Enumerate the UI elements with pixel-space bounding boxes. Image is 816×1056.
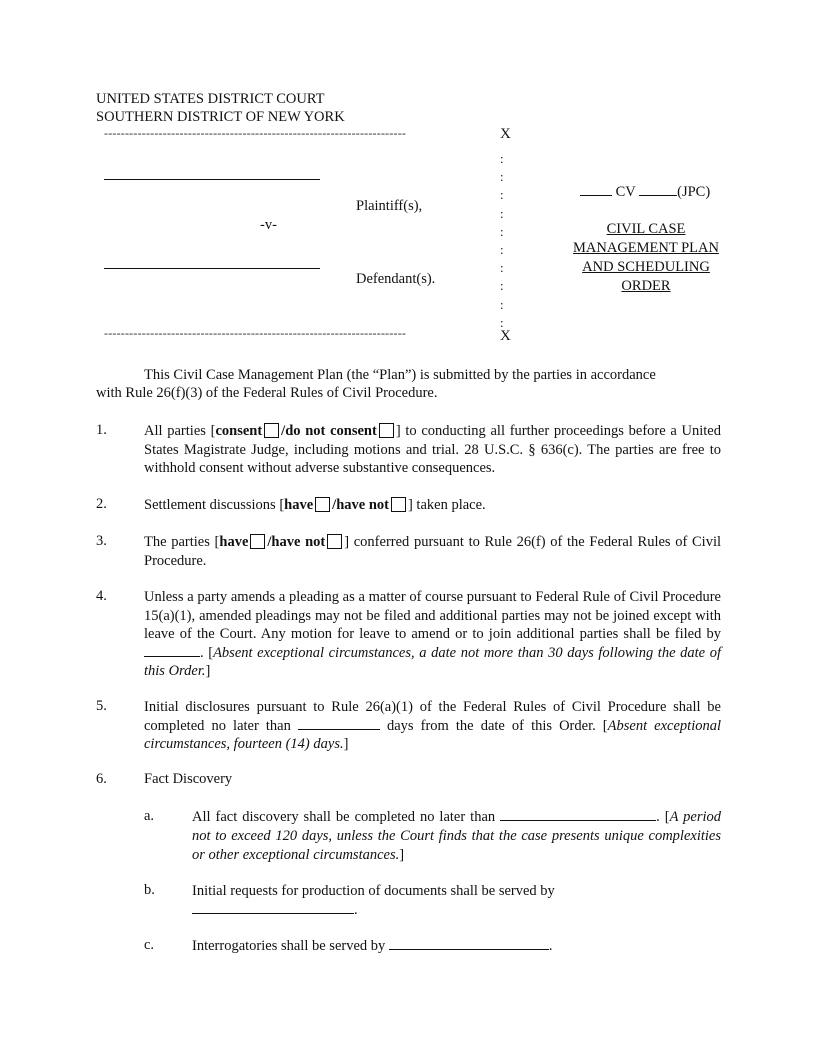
conferred-havenot-checkbox[interactable] [327, 534, 342, 549]
conferred-have-label: have [219, 534, 249, 550]
not-consent-checkbox[interactable] [379, 423, 394, 438]
fact-discovery-deadline-blank[interactable] [500, 808, 656, 821]
conferred-havenot-label: /have not [267, 534, 326, 550]
versus-label: -v- [260, 217, 277, 233]
plaintiff-label: Plaintiff(s), [356, 198, 423, 214]
caption-bottom-dashes: ------------------------------------------------------------------------ [104, 326, 407, 340]
settlement-have-label: have [284, 497, 314, 513]
conferred-have-checkbox[interactable] [250, 534, 265, 549]
document-requests-deadline-blank[interactable] [192, 901, 354, 914]
consent-checkbox[interactable] [264, 423, 279, 438]
item-2-text: Settlement discussions [have /have not ] taken place. [144, 497, 486, 513]
item-6c-text: Interrogatories shall be served by . [192, 938, 553, 954]
interrogatories-deadline-blank[interactable] [389, 937, 549, 950]
intro-line-1: This Civil Case Management Plan (the “Plan”) is submitted by the parties in accordance [144, 367, 656, 383]
fact-discovery-heading: Fact Discovery [144, 771, 233, 787]
case-number-blank[interactable] [639, 183, 677, 196]
item-1-text: All parties [consent /do not consent ] to conducting all further proceedings before a United States Magistrate Judge, including motions and trial. 28 U.S.C. § 636(c). The parties are free to withhold consent without adverse substantive consequences. [144, 423, 721, 476]
defendant-name-line[interactable] [104, 268, 320, 269]
caption-top-dashes: ------------------------------------------------------------------------ [104, 126, 407, 140]
caption-colon-column: : : : : : : : : : : [500, 151, 504, 330]
court-line-1: UNITED STATES DISTRICT COURT [96, 91, 325, 107]
item-5-number: 5. [96, 698, 107, 714]
item-3-text: The parties [have /have not ] conferred pursuant to Rule 26(f) of the Federal Rules of Civil Procedure. [144, 534, 722, 569]
settlement-havenot-checkbox[interactable] [391, 497, 406, 512]
title-line-1: CIVIL CASE [606, 221, 686, 237]
item-1-number: 1. [96, 422, 107, 438]
amend-deadline-blank[interactable] [144, 644, 200, 657]
not-consent-label: /do not consent [281, 423, 377, 439]
consent-label: consent [215, 423, 263, 439]
item-6a-guidance: A period not to exceed 120 days, unless the Court finds that the case presents unique complexities or other exceptional circumstances. [192, 809, 721, 863]
item-2-number: 2. [96, 496, 107, 512]
item-3-number: 3. [96, 533, 107, 549]
court-name [96, 90, 345, 126]
item-6b-label: b. [144, 882, 155, 898]
case-jpc-label: (JPC) [677, 184, 711, 200]
caption-bottom-x: X [500, 328, 511, 344]
item-6a-label: a. [144, 808, 155, 824]
item-5-text: Initial disclosures pursuant to Rule 26(a)(1) of the Federal Rules of Civil Procedure shall be completed no later than days from the date of this Order. [Absent exceptional circumstances, fourteen (14) days.] [144, 699, 722, 752]
case-cv-label: CV [615, 184, 636, 200]
title-line-2: MANAGEMENT PLAN [573, 240, 719, 256]
title-line-4: ORDER [621, 278, 671, 294]
item-5-guidance: Absent exceptional circumstances, fourteen (14) days. [144, 717, 722, 752]
plaintiff-name-line[interactable] [104, 179, 320, 180]
item-6c-label: c. [144, 937, 155, 953]
caption-top-x: X [500, 126, 511, 142]
settlement-have-checkbox[interactable] [315, 497, 330, 512]
title-line-3: AND SCHEDULING [582, 259, 710, 275]
intro-line-2: with Rule 26(f)(3) of the Federal Rules of Civil Procedure. [96, 385, 438, 401]
settlement-havenot-label: /have not [332, 497, 389, 513]
case-year-blank[interactable] [580, 183, 612, 196]
item-6b-text: Initial requests for production of documents shall be served by . [192, 883, 555, 918]
item-6a-text: All fact discovery shall be completed no later than . [A period not to exceed 120 days, unless the Court finds that the case presents unique complexities or other exceptional circumstances.] [192, 809, 721, 863]
document-title [560, 220, 732, 296]
item-4-number: 4. [96, 588, 107, 604]
defendant-label: Defendant(s). [356, 271, 436, 287]
item-6-number: 6. [96, 771, 107, 787]
court-line-2: SOUTHERN DISTRICT OF NEW YORK [96, 109, 345, 125]
item-4-text: Unless a party amends a pleading as a matter of course pursuant to Federal Rule of Civil Procedure 15(a)(1), amended pleadings may not be filed and additional parties may not be joined except with leave of the Court. Any motion for leave to amend or to join additional parties shall be filed by . [Absent exceptional circumstances, a date not more than 30 days following the date of this Order.] [144, 589, 721, 679]
initial-disclosures-days-blank[interactable] [298, 717, 380, 730]
case-number [580, 183, 710, 201]
item-4-guidance: Absent exceptional circumstances, a date not more than 30 days following the date of this Order. [144, 644, 721, 679]
